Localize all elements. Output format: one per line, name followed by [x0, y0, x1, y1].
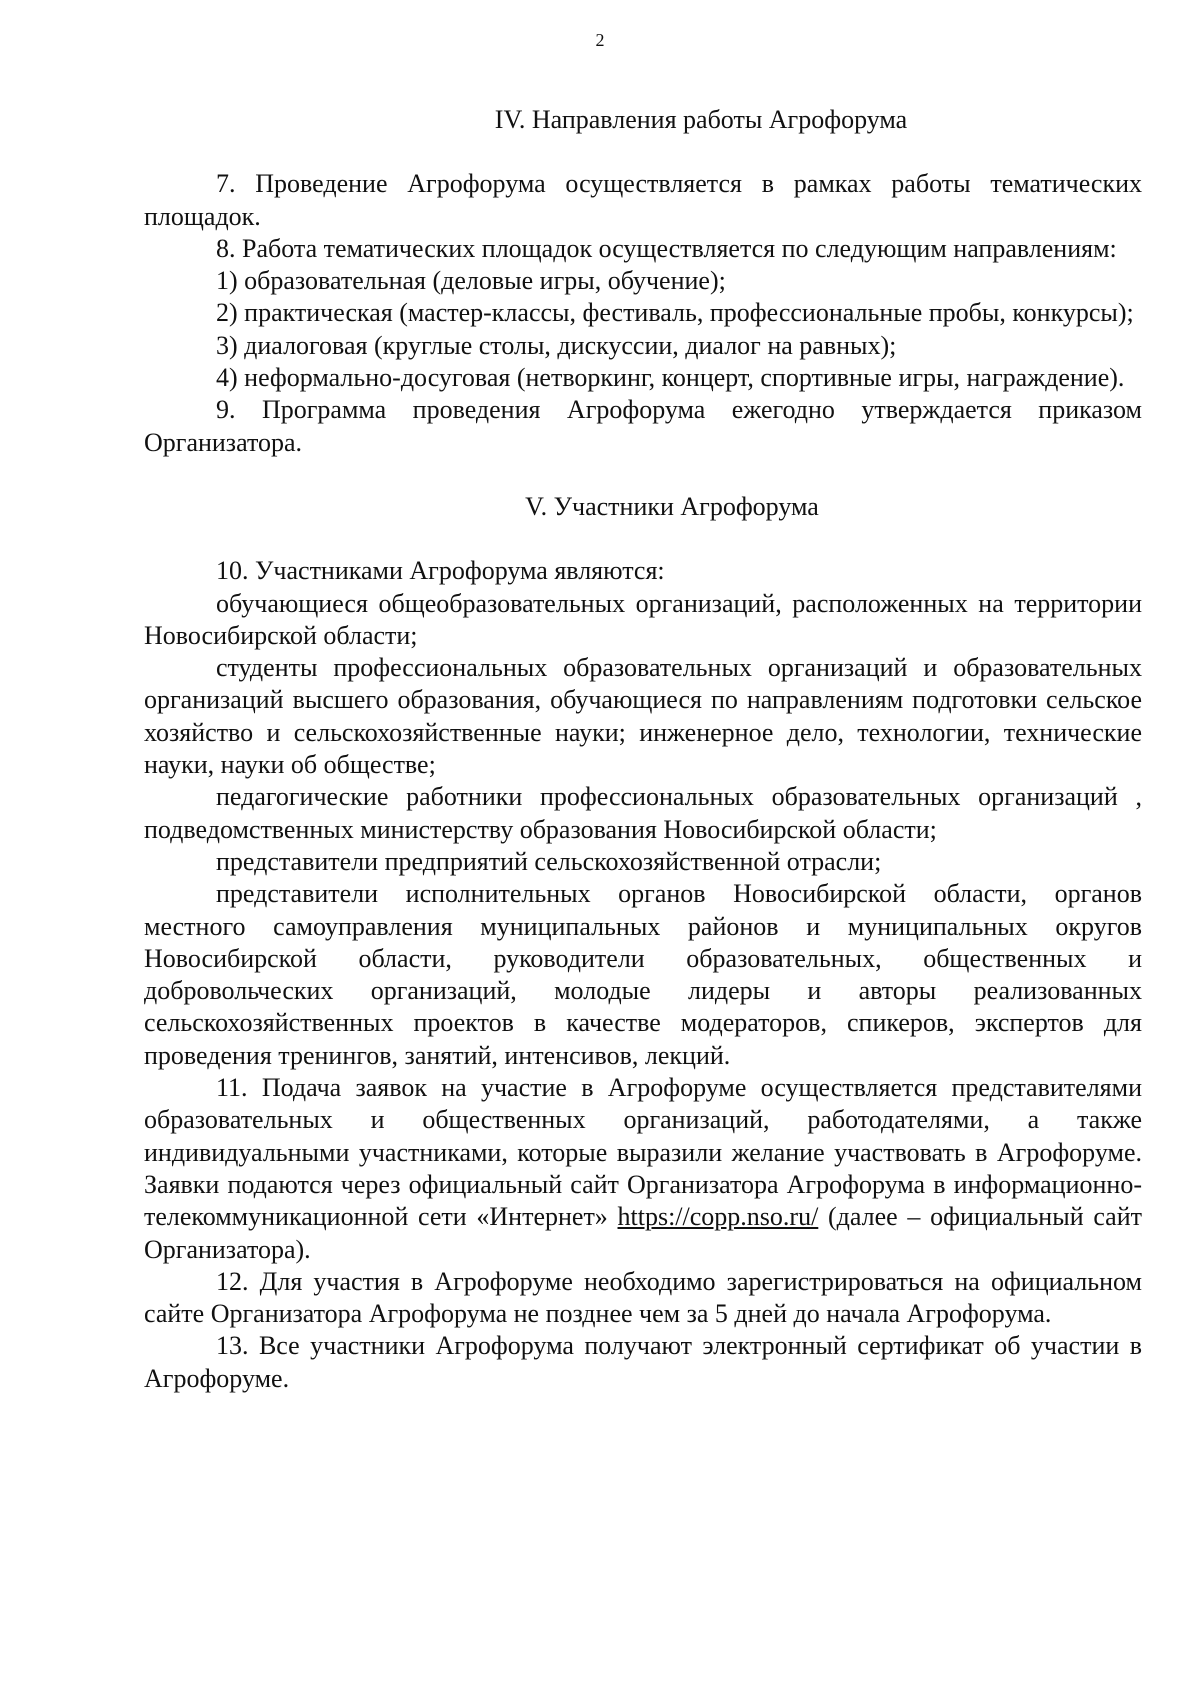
list-item-practical: 2) практическая (мастер-классы, фестиваль, профессиональные пробы, конкурсы); [216, 298, 1134, 328]
paragraph-8: 8. Работа тематических площадок осуществляется по следующим направлениям: [216, 233, 1117, 263]
paragraph-9: 9. Программа проведения Агрофорума ежегодно утверждается приказом Организатора. [144, 395, 1142, 457]
paragraph-10: 10. Участниками Агрофорума являются: [216, 556, 665, 586]
section-heading-iv: IV. Направления работы Агрофорума [494, 105, 908, 134]
list-item-educational: 1) образовательная (деловые игры, обучение); [216, 266, 726, 296]
paragraph-13: 13. Все участники Агрофорума получают электронный сертификат об участии в Агрофоруме. [144, 1331, 1142, 1393]
participant-students-universities: студенты профессиональных образовательных организаций и образовательных организаций высшего образования, обучающиеся по направлениям подготовки сельское хозяйство и сельскохозяйственные науки; инженерное дело, технологии, технические науки, науки об обществе; [144, 653, 1142, 780]
paragraph-7: 7. Проведение Агрофорума осуществляется в рамках работы тематических площадок. [144, 169, 1142, 231]
participant-students-schools: обучающиеся общеобразовательных организаций, расположенных на территории Новосибирской области; [144, 588, 1142, 650]
page-number: 2 [595, 30, 605, 50]
paragraph-12: 12. Для участия в Агрофоруме необходимо зарегистрироваться на официальном сайте Организатора Агрофорума не позднее чем за 5 дней до начала Агрофорума. [144, 1266, 1142, 1329]
participant-officials: представители исполнительных органов Новосибирской области, органов местного самоуправления муниципальных районов и муниципальных округов Новосибирской области, руководители образовательных, общественных и добровольческих организаций, молодые лидеры и авторы реализованных сельскохозяйственных проектов в качестве модераторов, спикеров, экспертов для проведения тренингов, занятий, интенсивов, лекций. [144, 879, 1142, 1070]
participant-teachers: педагогические работники профессиональных образовательных организаций , подведомственных министерству образования Новосибирской области; [144, 782, 1142, 844]
spacer [144, 136, 1142, 168]
list-item-leisure: 4) неформально-досуговая (нетворкинг, концерт, спортивные игры, награждение). [216, 363, 1125, 393]
document-body [144, 104, 1142, 1395]
list-item-dialogue: 3) диалоговая (круглые столы, дискуссии, диалог на равных); [216, 330, 897, 360]
participant-enterprises: представители предприятий сельскохозяйственной отрасли; [216, 846, 882, 876]
spacer [144, 459, 1142, 491]
section-heading-v: V. Участники Агрофорума [525, 491, 819, 521]
spacer [144, 523, 1142, 555]
paragraph-11-text: 11. Подача заявок на участие в Агрофоруме осуществляется представителями образовательных и общественных организаций, работодателями, а также индивидуальными участниками, которые выразили желание участвовать в Агрофоруме. Заявки подаются через официальный сайт Организатора Агрофорума в информационно-телекоммуникационной сети «Интернет» [144, 1073, 1142, 1232]
paragraph-11-tail: (далее – официальный сайт Организатора). [144, 1202, 1142, 1264]
copp-website-link[interactable]: https://copp.nso.ru/ [617, 1202, 819, 1232]
paragraph-11 [144, 1072, 1142, 1266]
